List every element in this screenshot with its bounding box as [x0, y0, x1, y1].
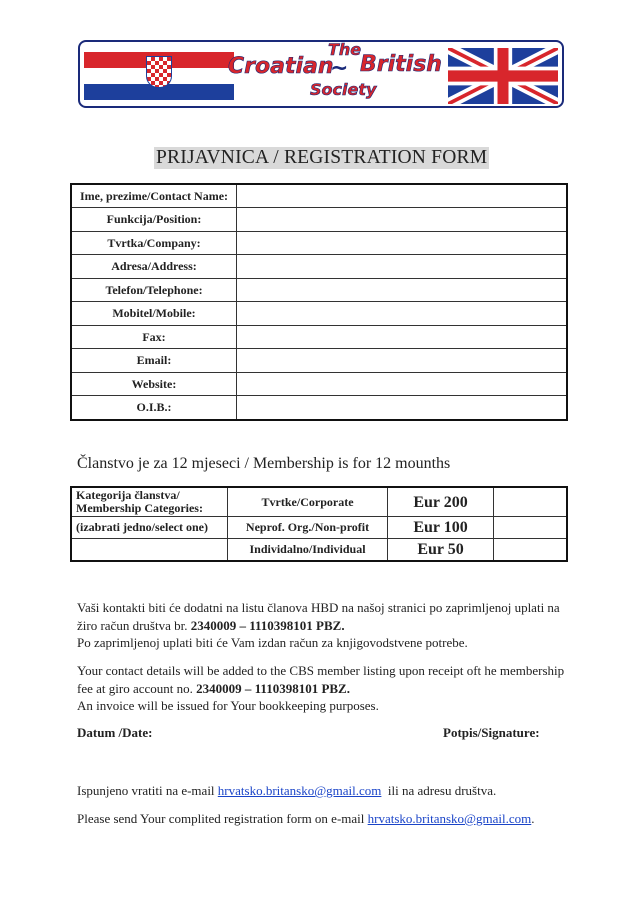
return-instructions-en — [77, 811, 577, 827]
field-label: Email: — [71, 349, 237, 373]
membership-type: Tvrtke/Corporate — [227, 487, 387, 517]
membership-price: Eur 200 — [388, 487, 494, 517]
select-label: (izabrati jedno/select one) — [71, 517, 227, 539]
account-number-hr: 2340009 – 1110398101 PBZ. — [190, 617, 345, 633]
date-label: Datum /Date: — [77, 725, 153, 740]
payment-text-en: Your contact details will be added to the CBS member listing upon receipt oft he membership fee at giro account no. — [77, 663, 565, 696]
payment-text-hr: Vaši kontakti biti će dodatni na listu članova HBD na našoj stranici po zaprimljenoj uplati na žiro račun društva br. — [77, 600, 560, 633]
empty-cell — [71, 539, 227, 562]
signature-label: Potpis/Signature: — [443, 725, 540, 740]
field-label: Adresa/Address: — [71, 255, 237, 279]
field-label: Mobitel/Mobile: — [71, 302, 237, 326]
individual-select-box[interactable] — [493, 539, 567, 562]
return-text-hr: Ispunjeno vratiti na e-mail — [77, 783, 218, 798]
address-input[interactable] — [237, 255, 568, 279]
membership-price: Eur 100 — [388, 517, 494, 539]
membership-price: Eur 50 — [388, 539, 494, 562]
table-row — [71, 231, 567, 255]
table-row — [71, 184, 567, 208]
contact-table — [70, 183, 568, 421]
email-link-en[interactable]: hrvatsko.britansko@gmail.com — [367, 811, 532, 826]
payment-info-hr — [77, 599, 567, 652]
table-row — [71, 396, 567, 420]
position-input[interactable] — [237, 208, 568, 232]
membership-type: Individalno/Individual — [227, 539, 387, 562]
banner-society: Society — [310, 80, 377, 99]
field-label: Ime, prezime/Contact Name: — [71, 184, 237, 208]
contact-name-input[interactable] — [237, 184, 568, 208]
table-row — [71, 325, 567, 349]
nonprofit-select-box[interactable] — [493, 517, 567, 539]
table-row — [71, 372, 567, 396]
banner-croatian: Croatian — [228, 54, 334, 79]
table-row — [71, 349, 567, 373]
croatian-flag-icon — [84, 52, 234, 100]
return-text-hr-after: ili na adresu društva. — [381, 783, 497, 798]
table-row — [71, 255, 567, 279]
society-banner — [78, 40, 564, 108]
table-row — [71, 302, 567, 326]
telephone-input[interactable] — [237, 278, 568, 302]
banner-the: The — [328, 40, 362, 59]
corporate-select-box[interactable] — [493, 487, 567, 517]
return-text-en-after: . — [531, 811, 535, 826]
mobile-input[interactable] — [237, 302, 568, 326]
form-title: PRIJAVNICA / REGISTRATION FORM — [156, 147, 488, 168]
banner-tilde: ~ — [330, 56, 349, 81]
company-input[interactable] — [237, 231, 568, 255]
oib-input[interactable] — [237, 396, 568, 420]
banner-british: British — [360, 52, 442, 77]
account-number-en: 2340009 – 1110398101 PBZ. — [196, 680, 350, 696]
table-row — [71, 487, 567, 517]
return-instructions-hr — [77, 783, 577, 799]
table-row — [71, 278, 567, 302]
invoice-text-hr: Po zaprimljenoj uplati biti će Vam izdan račun za knjigovodstvene potrebe. — [77, 635, 468, 650]
return-text-en: Please send Your complited registration form on e-mail — [77, 811, 368, 826]
website-input[interactable] — [237, 372, 568, 396]
table-row — [71, 517, 567, 539]
email-link-hr[interactable]: hrvatsko.britansko@gmail.com — [217, 783, 382, 798]
email-input[interactable] — [237, 349, 568, 373]
membership-table — [70, 486, 568, 562]
field-label: Tvrtka/Company: — [71, 231, 237, 255]
croatian-coat-of-arms-icon — [146, 56, 172, 88]
field-label: Website: — [71, 372, 237, 396]
payment-info-en — [77, 662, 567, 715]
field-label: Telefon/Telephone: — [71, 278, 237, 302]
field-label: O.I.B.: — [71, 396, 237, 420]
field-label: Funkcija/Position: — [71, 208, 237, 232]
fax-input[interactable] — [237, 325, 568, 349]
banner-title — [228, 38, 448, 110]
table-row — [71, 208, 567, 232]
field-label: Fax: — [71, 325, 237, 349]
table-row — [71, 539, 567, 562]
category-label: Kategorija članstva/ Membership Categories: — [71, 487, 227, 517]
invoice-text-en: An invoice will be issued for Your bookkeeping purposes. — [77, 698, 379, 713]
membership-type: Neprof. Org./Non-profit — [227, 517, 387, 539]
membership-note: Članstvo je za 12 mjeseci / Membership is for 12 mounths — [77, 455, 451, 472]
uk-flag-icon — [448, 48, 558, 104]
